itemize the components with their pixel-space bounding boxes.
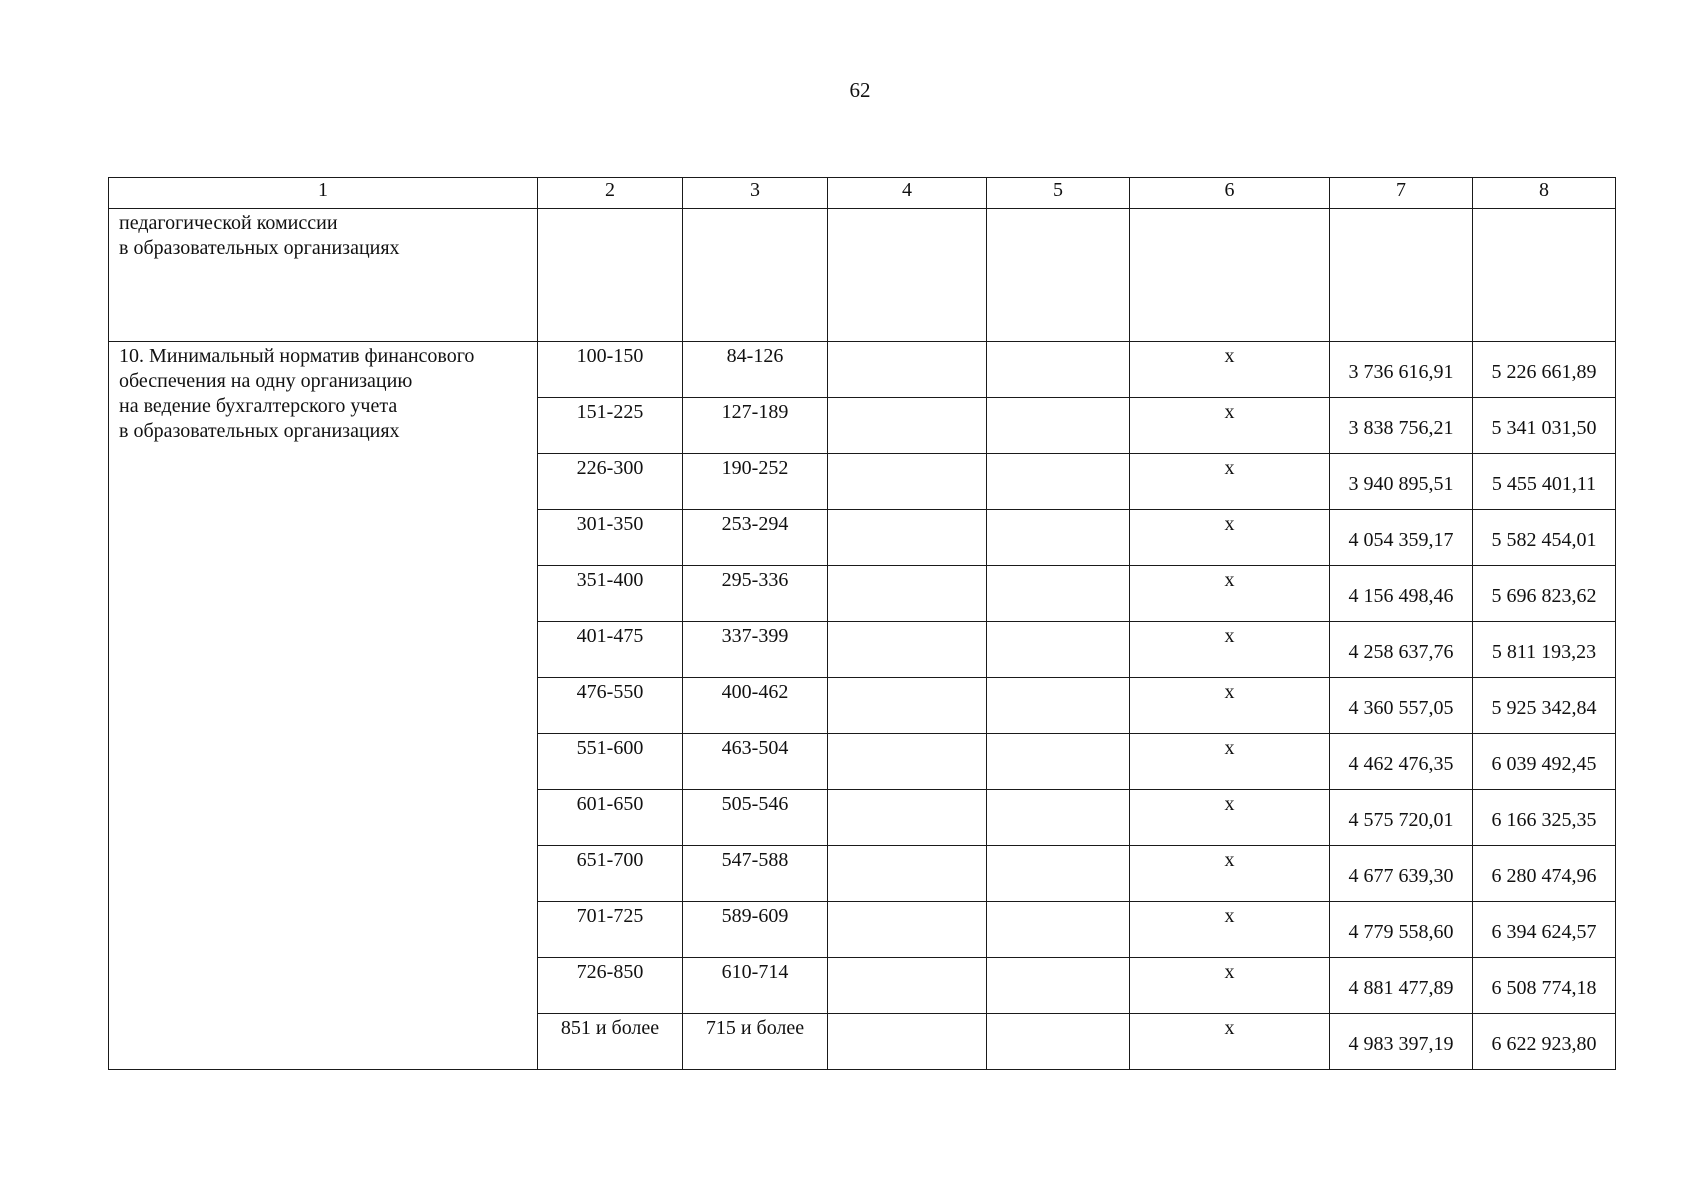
amount-cell: 6 508 774,18 bbox=[1473, 958, 1616, 1014]
student-count-range: 253-294 bbox=[683, 510, 828, 566]
org-count-range: 601-650 bbox=[538, 790, 683, 846]
empty-cell bbox=[987, 398, 1130, 454]
amount-cell: 4 462 476,35 bbox=[1330, 734, 1473, 790]
amount-cell: 4 156 498,46 bbox=[1330, 566, 1473, 622]
empty-cell bbox=[987, 622, 1130, 678]
org-count-range: 100-150 bbox=[538, 342, 683, 398]
not-applicable-mark: x bbox=[1130, 734, 1330, 790]
empty-cell bbox=[828, 510, 987, 566]
amount-cell: 5 696 823,62 bbox=[1473, 566, 1616, 622]
not-applicable-mark: x bbox=[1130, 678, 1330, 734]
student-count-range: 127-189 bbox=[683, 398, 828, 454]
empty-cell bbox=[987, 958, 1130, 1014]
empty-cell bbox=[987, 510, 1130, 566]
continuation-text: педагогической комиссии в образовательных организациях bbox=[109, 209, 538, 342]
amount-cell: 6 622 923,80 bbox=[1473, 1014, 1616, 1070]
not-applicable-mark: x bbox=[1130, 622, 1330, 678]
amount-cell: 3 736 616,91 bbox=[1330, 342, 1473, 398]
data-table bbox=[108, 177, 1616, 1070]
amount-cell: 6 039 492,45 bbox=[1473, 734, 1616, 790]
column-header: 8 bbox=[1473, 178, 1616, 209]
empty-cell bbox=[828, 342, 987, 398]
header-row bbox=[109, 178, 1616, 209]
empty-cell bbox=[987, 1014, 1130, 1070]
not-applicable-mark: x bbox=[1130, 398, 1330, 454]
empty-cell bbox=[828, 622, 987, 678]
not-applicable-mark: x bbox=[1130, 342, 1330, 398]
section-description: 10. Минимальный норматив финансового обеспечения на одну организацию на ведение бухгалтерского учета в образовательных организациях bbox=[109, 342, 538, 1070]
org-count-range: 151-225 bbox=[538, 398, 683, 454]
student-count-range: 295-336 bbox=[683, 566, 828, 622]
org-count-range: 851 и более bbox=[538, 1014, 683, 1070]
amount-cell: 5 925 342,84 bbox=[1473, 678, 1616, 734]
student-count-range: 547-588 bbox=[683, 846, 828, 902]
page-number: 62 bbox=[849, 78, 871, 102]
org-count-range: 351-400 bbox=[538, 566, 683, 622]
amount-cell: 3 838 756,21 bbox=[1330, 398, 1473, 454]
not-applicable-mark: x bbox=[1130, 790, 1330, 846]
empty-cell bbox=[828, 1014, 987, 1070]
column-header: 3 bbox=[683, 178, 828, 209]
org-count-range: 701-725 bbox=[538, 902, 683, 958]
empty-cell bbox=[987, 454, 1130, 510]
empty-cell bbox=[828, 209, 987, 342]
student-count-range: 715 и более bbox=[683, 1014, 828, 1070]
empty-cell bbox=[987, 790, 1130, 846]
empty-cell bbox=[987, 209, 1130, 342]
org-count-range: 726-850 bbox=[538, 958, 683, 1014]
org-count-range: 401-475 bbox=[538, 622, 683, 678]
empty-cell bbox=[828, 846, 987, 902]
amount-cell: 6 166 325,35 bbox=[1473, 790, 1616, 846]
column-header: 2 bbox=[538, 178, 683, 209]
column-header: 1 bbox=[109, 178, 538, 209]
empty-cell bbox=[828, 398, 987, 454]
continuation-row bbox=[109, 209, 1616, 342]
empty-cell bbox=[828, 678, 987, 734]
student-count-range: 610-714 bbox=[683, 958, 828, 1014]
org-count-range: 301-350 bbox=[538, 510, 683, 566]
amount-cell: 4 360 557,05 bbox=[1330, 678, 1473, 734]
amount-cell: 4 677 639,30 bbox=[1330, 846, 1473, 902]
amount-cell: 5 341 031,50 bbox=[1473, 398, 1616, 454]
amount-cell: 4 258 637,76 bbox=[1330, 622, 1473, 678]
amount-cell: 6 394 624,57 bbox=[1473, 902, 1616, 958]
amount-cell: 4 881 477,89 bbox=[1330, 958, 1473, 1014]
amount-cell: 4 983 397,19 bbox=[1330, 1014, 1473, 1070]
student-count-range: 400-462 bbox=[683, 678, 828, 734]
amount-cell: 4 779 558,60 bbox=[1330, 902, 1473, 958]
not-applicable-mark: x bbox=[1130, 902, 1330, 958]
org-count-range: 651-700 bbox=[538, 846, 683, 902]
empty-cell bbox=[987, 678, 1130, 734]
not-applicable-mark: x bbox=[1130, 510, 1330, 566]
empty-cell bbox=[538, 209, 683, 342]
student-count-range: 190-252 bbox=[683, 454, 828, 510]
column-header: 4 bbox=[828, 178, 987, 209]
empty-cell bbox=[1330, 209, 1473, 342]
empty-cell bbox=[828, 790, 987, 846]
org-count-range: 476-550 bbox=[538, 678, 683, 734]
column-header: 6 bbox=[1130, 178, 1330, 209]
amount-cell: 4 575 720,01 bbox=[1330, 790, 1473, 846]
student-count-range: 463-504 bbox=[683, 734, 828, 790]
empty-cell bbox=[828, 902, 987, 958]
empty-cell bbox=[987, 734, 1130, 790]
empty-cell bbox=[987, 342, 1130, 398]
student-count-range: 337-399 bbox=[683, 622, 828, 678]
not-applicable-mark: x bbox=[1130, 566, 1330, 622]
amount-cell: 5 455 401,11 bbox=[1473, 454, 1616, 510]
empty-cell bbox=[987, 566, 1130, 622]
empty-cell bbox=[1473, 209, 1616, 342]
amount-cell: 6 280 474,96 bbox=[1473, 846, 1616, 902]
empty-cell bbox=[987, 902, 1130, 958]
not-applicable-mark: x bbox=[1130, 1014, 1330, 1070]
table-row bbox=[109, 342, 1616, 398]
not-applicable-mark: x bbox=[1130, 454, 1330, 510]
empty-cell bbox=[828, 566, 987, 622]
column-header: 5 bbox=[987, 178, 1130, 209]
empty-cell bbox=[828, 958, 987, 1014]
column-header: 7 bbox=[1330, 178, 1473, 209]
amount-cell: 3 940 895,51 bbox=[1330, 454, 1473, 510]
not-applicable-mark: x bbox=[1130, 846, 1330, 902]
student-count-range: 84-126 bbox=[683, 342, 828, 398]
amount-cell: 5 811 193,23 bbox=[1473, 622, 1616, 678]
empty-cell bbox=[987, 846, 1130, 902]
empty-cell bbox=[828, 454, 987, 510]
student-count-range: 589-609 bbox=[683, 902, 828, 958]
empty-cell bbox=[683, 209, 828, 342]
org-count-range: 226-300 bbox=[538, 454, 683, 510]
amount-cell: 5 226 661,89 bbox=[1473, 342, 1616, 398]
empty-cell bbox=[1130, 209, 1330, 342]
not-applicable-mark: x bbox=[1130, 958, 1330, 1014]
empty-cell bbox=[828, 734, 987, 790]
student-count-range: 505-546 bbox=[683, 790, 828, 846]
org-count-range: 551-600 bbox=[538, 734, 683, 790]
amount-cell: 4 054 359,17 bbox=[1330, 510, 1473, 566]
amount-cell: 5 582 454,01 bbox=[1473, 510, 1616, 566]
